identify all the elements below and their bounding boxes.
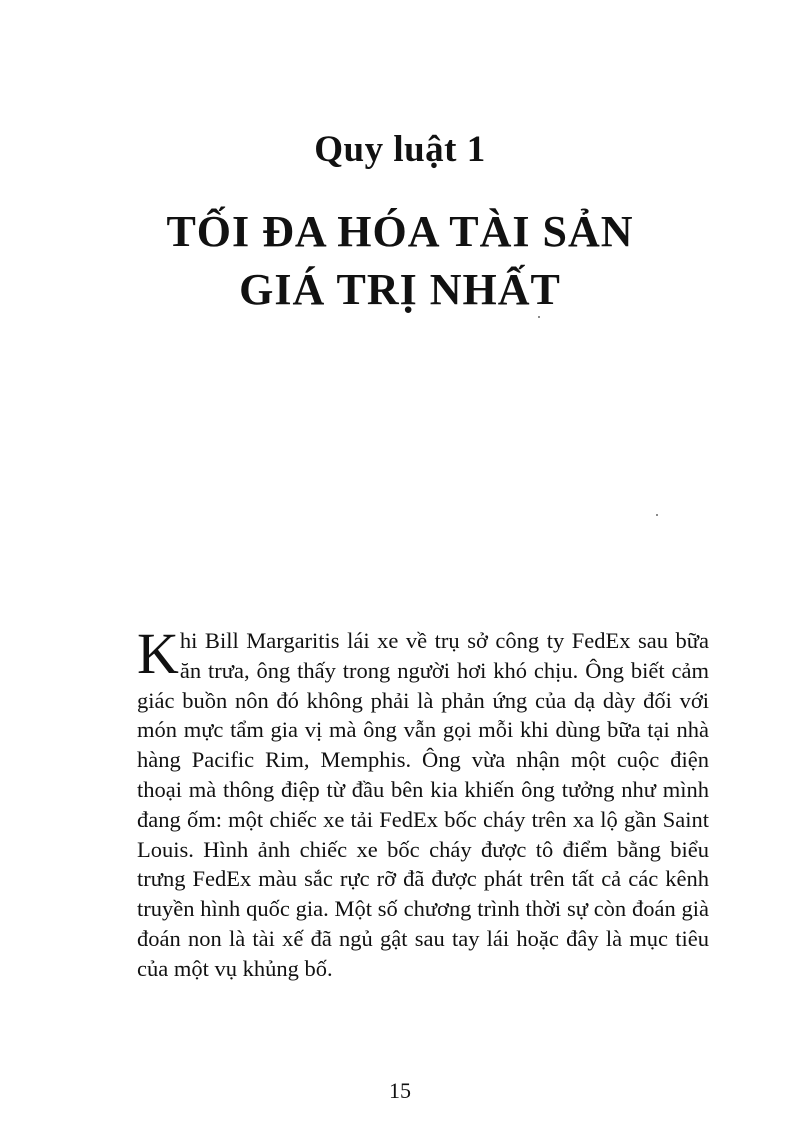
- chapter-title-line-1: TỐI ĐA HÓA TÀI SẢN: [166, 207, 634, 256]
- chapter-title-line-2: GIÁ TRỊ NHẤT: [239, 265, 561, 314]
- chapter-title: [0, 203, 800, 319]
- paragraph-text: hi Bill Margaritis lái xe về trụ sở công ty FedEx sau bữa ăn trưa, ông thấy trong người hơi khó chịu. Ông biết cảm giác buồn nôn đó không phải là phản ứng của dạ dày đối với món mực tẩm gia vị mà ông vẫn gọi mỗi khi dùng bữa tại nhà hàng Pacific Rim, Memphis. Ông vừa nhận một cuộc điện thoại mà thông điệp từ đầu bên kia khiến ông tưởng như mình đang ốm: một chiếc xe tải FedEx bốc cháy trên xa lộ gần Saint Louis. Hình ảnh chiếc xe bốc cháy được tô điểm bằng biểu trưng FedEx màu sắc rực rỡ đã được phát trên tất cả các kênh truyền hình quốc gia. Một số chương trình thời sự còn đoán già đoán non là tài xế đã ngủ gật sau tay lái hoặc đây là mục tiêu của một vụ khủng bố.: [137, 628, 709, 981]
- print-speck: [538, 316, 540, 318]
- drop-cap: K: [137, 621, 179, 686]
- page-number: 15: [389, 1078, 411, 1103]
- print-speck: [656, 514, 658, 516]
- body-paragraph: [137, 621, 709, 984]
- chapter-label: Quy luật 1: [314, 129, 486, 170]
